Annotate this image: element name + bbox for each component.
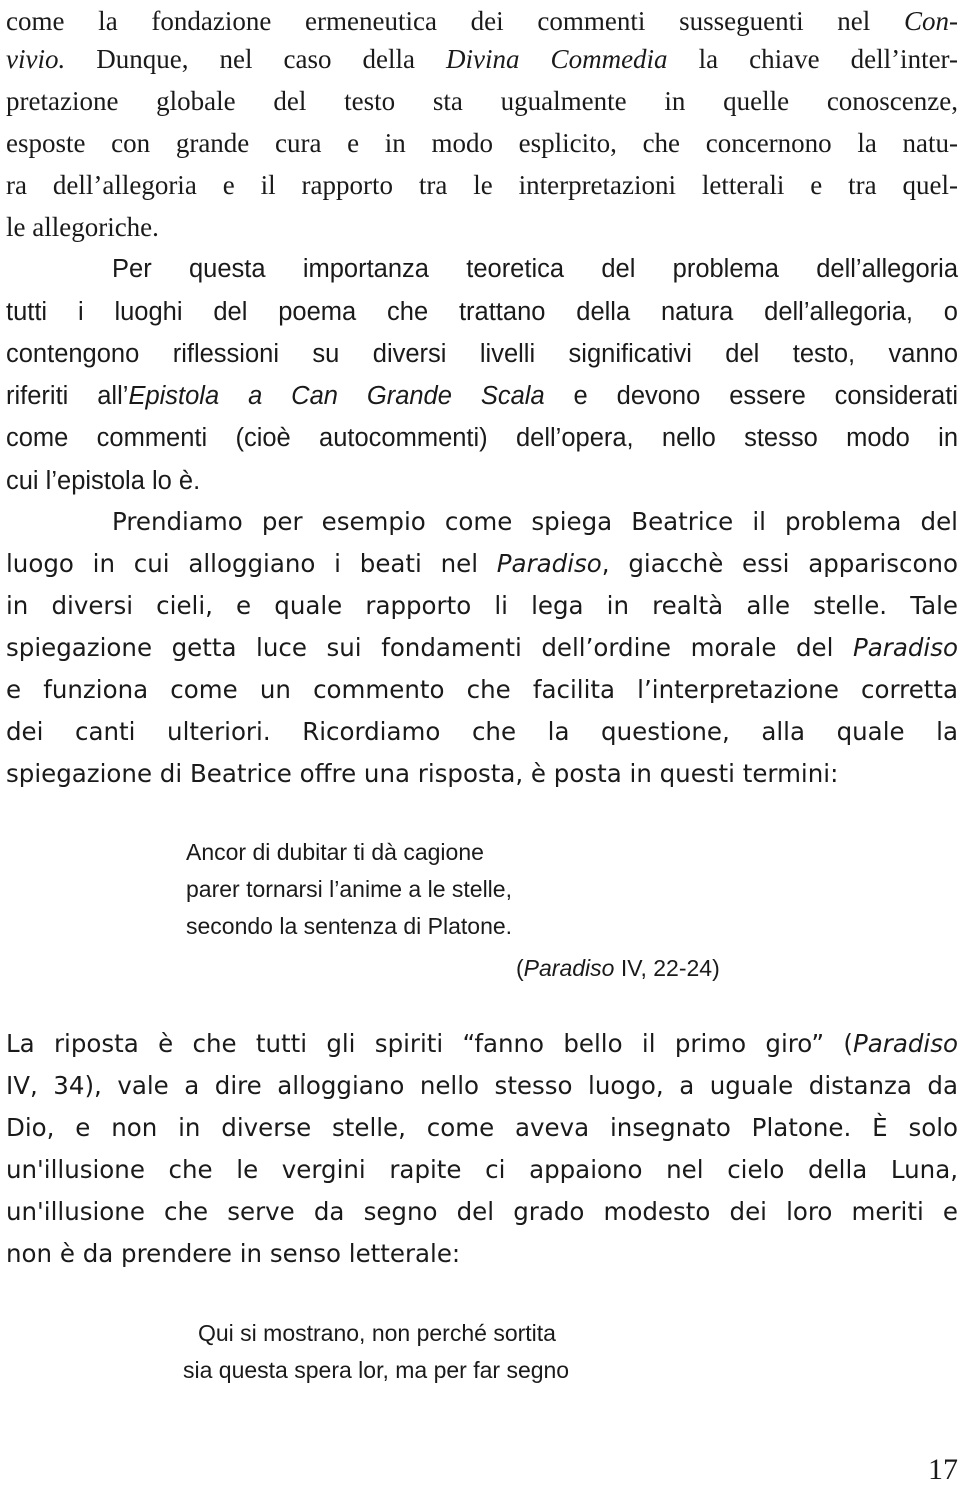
text-line: Prendiamo per esempio come spiega Beatrice il problema del: [112, 507, 958, 536]
text-line: cui l’epistola lo è.: [6, 467, 201, 495]
text-line: vivio. Dunque, nel caso della Divina Commedia la chiave dell’inter-: [6, 44, 958, 74]
text-line: La riposta è che tutti gli spiriti “fanno bello il primo giro” (Paradiso: [6, 1029, 958, 1058]
text-line: tutti i luoghi del poema che trattano della natura dell’allegoria, o: [6, 298, 958, 326]
text-line: spiegazione getta luce sui fondamenti dell’ordine morale del Paradiso: [6, 633, 958, 662]
verse-line: secondo la sentenza di Platone.: [186, 913, 513, 939]
text-line: pretazione globale del testo sta ugualmente in quelle conoscenze,: [6, 86, 958, 116]
text-line: dei canti ulteriori. Ricordiamo che la questione, alla quale la: [6, 717, 958, 746]
text-line: come la fondazione ermeneutica dei commenti susseguenti nel Con-: [6, 6, 958, 36]
text-line: contengono riflessioni su diversi livelli significativi del testo, vanno: [6, 340, 958, 368]
text-line: esposte con grande cura e in modo esplicito, che concernono la natu-: [6, 128, 958, 158]
text-line: come commenti (cioè autocommenti) dell’opera, nello stesso modo in: [6, 424, 958, 452]
text-line: e funziona come un commento che facilita l’interpretazione corretta: [6, 675, 958, 704]
text-line: Per questa importanza teoretica del problema dell’allegoria: [112, 255, 958, 283]
text-line: un'illusione che le vergini rapite ci appaiono nel cielo della Luna,: [6, 1155, 958, 1184]
text-line: Dio, e non in diverse stelle, come aveva insegnato Platone. È solo: [6, 1113, 958, 1142]
verse-line: sia questa spera lor, ma per far segno: [183, 1357, 570, 1383]
verse-line: Qui si mostrano, non perché sortita: [198, 1320, 556, 1346]
text-line: luogo in cui alloggiano i beati nel Paradiso, giacchè essi appariscono: [6, 549, 958, 578]
page-number: 17: [928, 1453, 958, 1486]
text-line: in diversi cieli, e quale rapporto li lega in realtà alle stelle. Tale: [6, 591, 958, 620]
text-line: non è da prendere in senso letterale:: [6, 1239, 461, 1268]
text-line: le allegoriche.: [6, 212, 159, 242]
citation: (Paradiso IV, 22-24): [516, 955, 720, 981]
text-line: IV, 34), vale a dire alloggiano nello stesso luogo, a uguale distanza da: [6, 1071, 958, 1100]
text-line: ra dell’allegoria e il rapporto tra le interpretazioni letterali e tra quel-: [6, 170, 958, 200]
text-line: un'illusione che serve da segno del grado modesto dei loro meriti e: [6, 1197, 958, 1226]
verse-line: parer tornarsi l’anime a le stelle,: [186, 876, 512, 902]
text-line: spiegazione di Beatrice offre una risposta, è posta in questi termini:: [6, 759, 839, 788]
verse-line: Ancor di dubitar ti dà cagione: [186, 839, 484, 865]
text-line: riferiti all’Epistola a Can Grande Scala e devono essere considerati: [6, 382, 958, 410]
